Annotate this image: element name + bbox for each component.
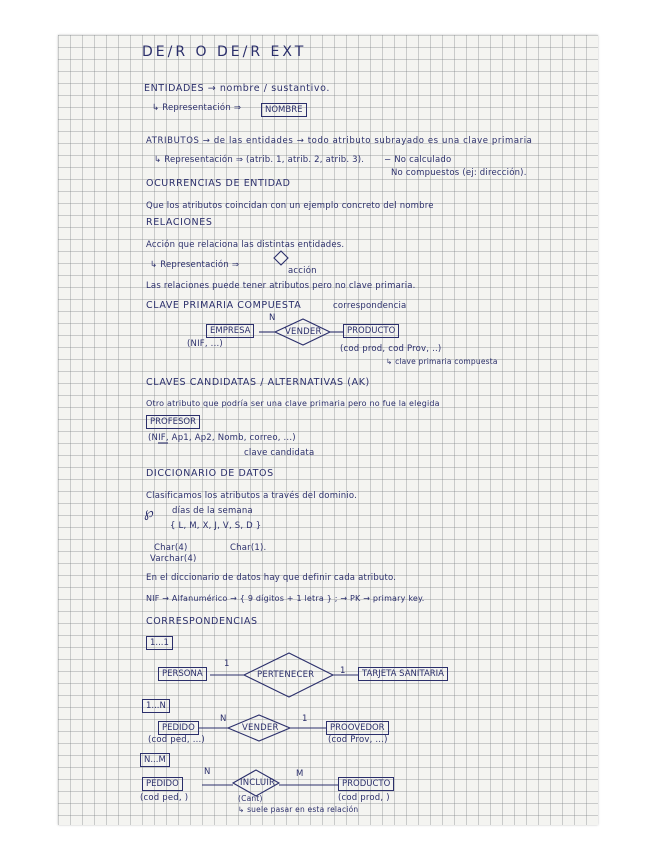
card-left-1: 1: [224, 659, 230, 669]
clave-compuesta-note: ↳ clave primaria compuesta: [386, 357, 498, 366]
entidades-repr: ↳ Representación ⇒: [152, 103, 242, 113]
candidata-note: clave candidata: [244, 448, 315, 458]
entity-tarjeta: TARJETA SANITARIA: [358, 667, 448, 681]
relaciones-text: Acción que relaciona las distintas entidades.: [146, 240, 345, 250]
relaciones-repr: ↳ Representación ⇒: [150, 260, 240, 270]
diccionario-dias: días de la semana: [172, 506, 253, 516]
diccionario-set: { L, M, X, J, V, S, D }: [170, 521, 262, 531]
correspondencias-heading: CORRESPONDENCIAS: [146, 616, 258, 627]
relaciones-heading: RELACIONES: [146, 217, 213, 228]
atributos-note-2: No compuestos (ej: dirección).: [391, 168, 527, 178]
diccionario-text-2: En el diccionario de datos hay que definir cada atributo.: [146, 573, 397, 583]
entity-pedido-2: PEDIDO: [142, 777, 183, 791]
ocurrencias-heading: OCURRENCIAS DE ENTIDAD: [146, 178, 291, 189]
card-1-1: 1...1: [146, 636, 173, 650]
card-right-m: M: [296, 769, 304, 779]
ocurrencias-text: Que los atributos coincidan con un ejemplo concreto del nombre: [146, 201, 434, 211]
entity-producto: PRODUCTO: [343, 324, 399, 338]
ejemplo-icon: ℘: [144, 505, 154, 521]
clave-compuesta-n: N: [269, 313, 276, 323]
card-left-n-2: N: [204, 767, 211, 777]
card-right-1b: 1: [302, 714, 308, 724]
card-left-n: N: [220, 714, 227, 724]
profesor-attrs: (NIF, Ap1, Ap2, Nomb, correo, ...): [148, 433, 296, 443]
atributos-repr: ↳ Representación ⇒ (atrib. 1, atrib. 2, atrib. 3).: [154, 155, 365, 165]
card-n-m: N...M: [140, 753, 170, 767]
pedido-attrs: (cod ped, ...): [148, 735, 205, 745]
candidatas-text: Otro atributo que podría ser una clave primaria pero no fue la elegida: [146, 399, 440, 408]
incluir-attrs: (Cant): [238, 794, 263, 803]
pedido-attrs-2: (cod ped, ): [140, 793, 189, 803]
proovedor-attrs: (cod Prov, ...): [328, 735, 388, 745]
entidad-box-nombre: NOMBRE: [261, 103, 307, 117]
atributos-note-1: − No calculado: [384, 155, 452, 165]
diccionario-varchar: Varchar(4): [150, 554, 197, 564]
diccionario-nif: NIF → Alfanumérico → { 9 dígitos + 1 letra } ; → PK → primary key.: [146, 594, 425, 603]
entity-producto-2: PRODUCTO: [338, 777, 394, 791]
empresa-attrs: (NIF, ...): [187, 339, 223, 349]
producto-attrs-2: (cod prod, ): [338, 793, 390, 803]
relation-pertenecer: PERTENECER: [257, 670, 315, 680]
relaciones-text-2: Las relaciones puede tener atributos pero no clave primaria.: [146, 281, 416, 291]
relation-vender: VENDER: [285, 327, 322, 337]
relation-incluir: INCLUIR: [240, 778, 276, 788]
entity-proovedor: PROOVEDOR: [326, 721, 389, 735]
clave-compuesta-corr: correspondencia: [333, 301, 407, 311]
atributos-heading: ATRIBUTOS → de las entidades → todo atributo subrayado es una clave primaria: [146, 136, 533, 146]
notebook-page: [58, 35, 598, 825]
entity-empresa: EMPRESA: [206, 324, 254, 338]
entity-pedido: PEDIDO: [158, 721, 199, 735]
diccionario-char4: Char(4): [154, 543, 188, 553]
entity-persona: PERSONA: [158, 667, 207, 681]
candidatas-heading: CLAVES CANDIDATAS / ALTERNATIVAS (AK): [146, 377, 370, 388]
producto-attrs: (cod prod, cod Prov, ..): [340, 344, 442, 354]
entidades-heading: ENTIDADES → nombre / sustantivo.: [144, 83, 330, 94]
diccionario-text: Clasificamos los atributos a través del dominio.: [146, 491, 358, 501]
diccionario-char1: Char(1).: [230, 543, 267, 553]
relation-vender-2: VENDER: [242, 723, 279, 733]
incluir-note: ↳ suele pasar en esta relación: [238, 805, 359, 814]
diccionario-heading: DICCIONARIO DE DATOS: [146, 468, 274, 479]
entity-profesor: PROFESOR: [146, 415, 200, 429]
card-right-1: 1: [340, 666, 346, 676]
card-1-n: 1...N: [142, 699, 170, 713]
diagram-lines: [58, 35, 598, 825]
relaciones-accion: acción: [288, 266, 317, 276]
page-title: DE/R O DE/R EXT: [142, 44, 307, 60]
clave-compuesta-heading: CLAVE PRIMARIA COMPUESTA: [146, 300, 302, 311]
